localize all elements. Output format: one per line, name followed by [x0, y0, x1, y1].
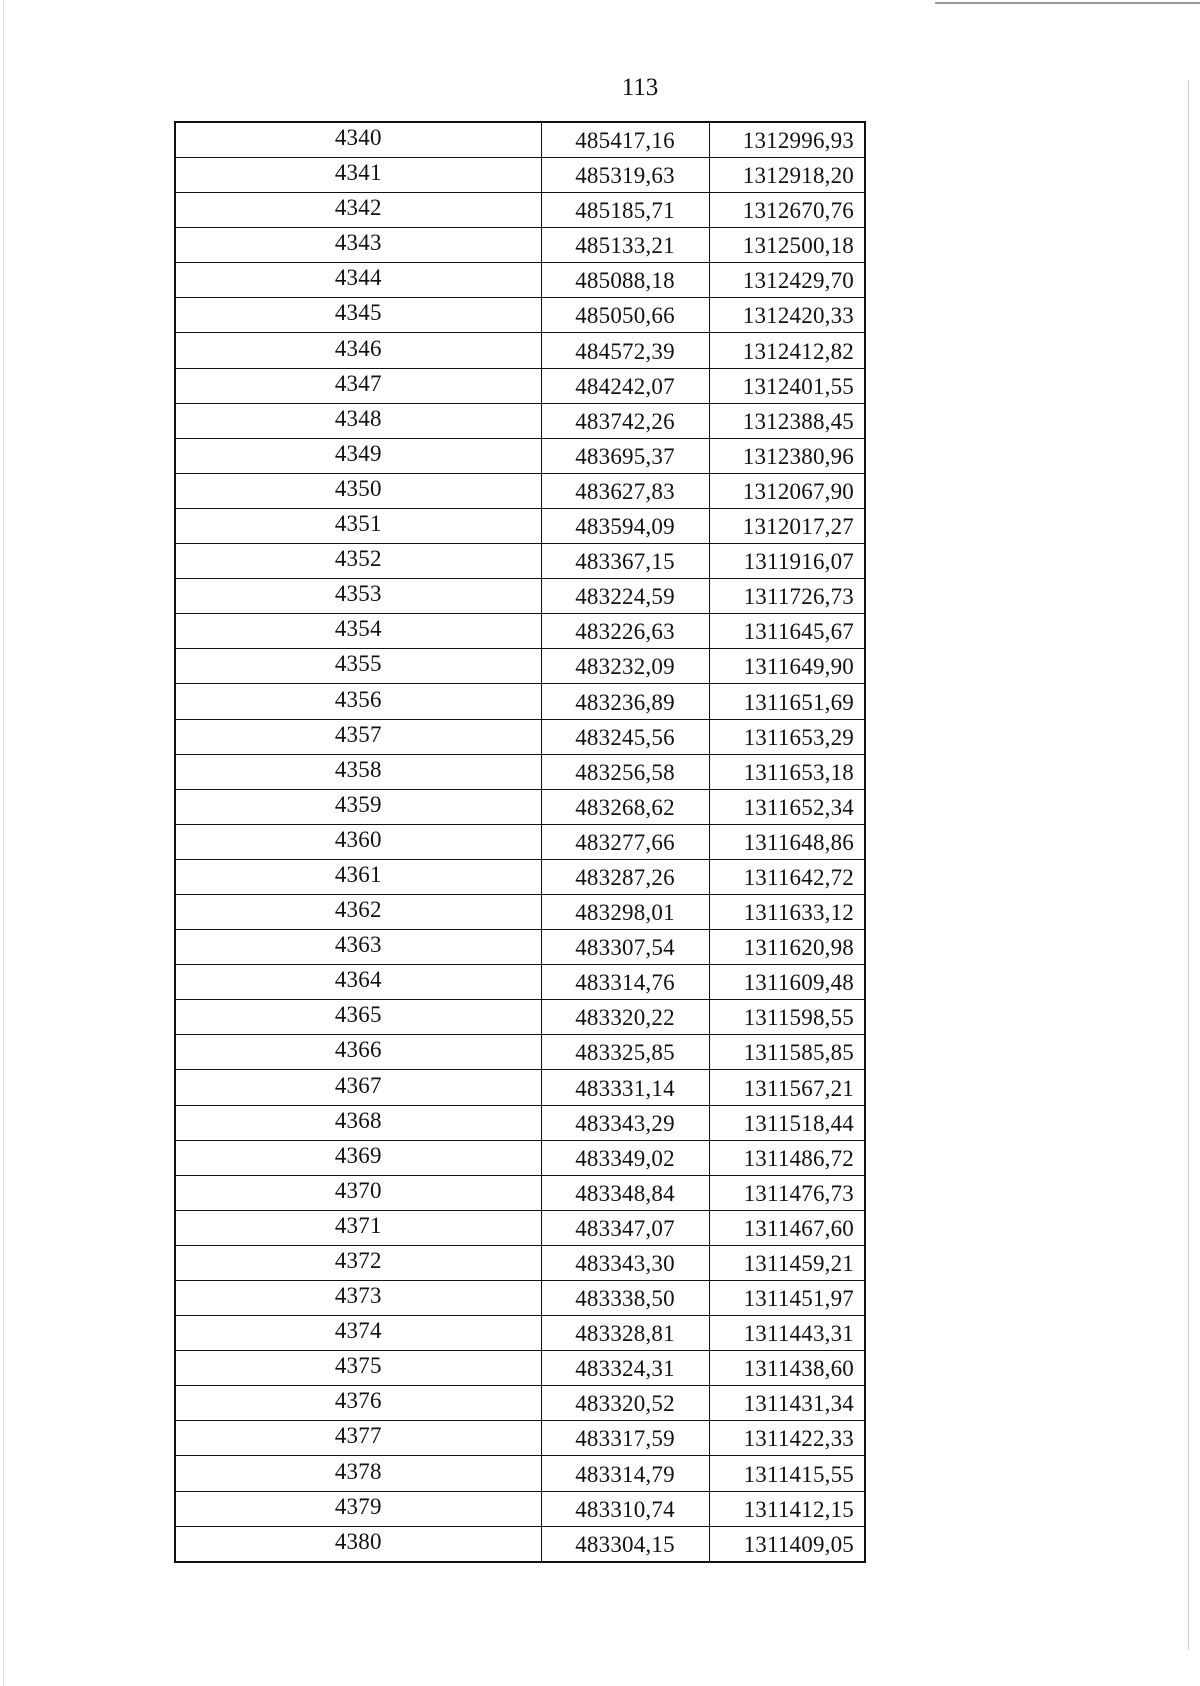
point-number-cell: 4360	[175, 824, 541, 859]
coordinates-table	[174, 121, 866, 1563]
table-row	[175, 649, 865, 684]
point-number-cell: 4372	[175, 1245, 541, 1280]
x-coordinate-cell: 483232,09	[541, 649, 709, 684]
table-row	[175, 298, 865, 333]
point-number-cell: 4344	[175, 263, 541, 298]
x-coordinate-cell: 483320,52	[541, 1386, 709, 1421]
y-coordinate-cell: 1312918,20	[709, 158, 865, 193]
y-coordinate-cell: 1311409,05	[709, 1526, 865, 1562]
table-row	[175, 438, 865, 473]
table-row	[175, 228, 865, 263]
x-coordinate-cell: 485417,16	[541, 122, 709, 158]
point-number-cell: 4356	[175, 684, 541, 719]
scan-edge-top	[935, 2, 1200, 4]
table-row	[175, 894, 865, 929]
table-row	[175, 1175, 865, 1210]
scan-edge-left	[3, 0, 4, 1686]
point-number-cell: 4367	[175, 1070, 541, 1105]
point-number-cell: 4349	[175, 438, 541, 473]
table-row	[175, 333, 865, 368]
table-row	[175, 1281, 865, 1316]
x-coordinate-cell: 485088,18	[541, 263, 709, 298]
x-coordinate-cell: 483320,22	[541, 1000, 709, 1035]
point-number-cell: 4342	[175, 193, 541, 228]
point-number-cell: 4378	[175, 1456, 541, 1491]
y-coordinate-cell: 1311451,97	[709, 1281, 865, 1316]
x-coordinate-cell: 483287,26	[541, 859, 709, 894]
y-coordinate-cell: 1311467,60	[709, 1210, 865, 1245]
y-coordinate-cell: 1311649,90	[709, 649, 865, 684]
table-row	[175, 1070, 865, 1105]
x-coordinate-cell: 483245,56	[541, 719, 709, 754]
scan-edge-right	[1188, 80, 1189, 1650]
y-coordinate-cell: 1311653,29	[709, 719, 865, 754]
point-number-cell: 4363	[175, 930, 541, 965]
point-number-cell: 4350	[175, 473, 541, 508]
point-number-cell: 4366	[175, 1035, 541, 1070]
y-coordinate-cell: 1311645,67	[709, 614, 865, 649]
table-row	[175, 579, 865, 614]
x-coordinate-cell: 483594,09	[541, 508, 709, 543]
table-row	[175, 1000, 865, 1035]
x-coordinate-cell: 483338,50	[541, 1281, 709, 1316]
y-coordinate-cell: 1312017,27	[709, 508, 865, 543]
y-coordinate-cell: 1311459,21	[709, 1245, 865, 1280]
y-coordinate-cell: 1311633,12	[709, 894, 865, 929]
x-coordinate-cell: 483314,79	[541, 1456, 709, 1491]
table-row	[175, 158, 865, 193]
y-coordinate-cell: 1311443,31	[709, 1316, 865, 1351]
x-coordinate-cell: 483307,54	[541, 930, 709, 965]
y-coordinate-cell: 1311412,15	[709, 1491, 865, 1526]
point-number-cell: 4362	[175, 894, 541, 929]
y-coordinate-cell: 1312067,90	[709, 473, 865, 508]
point-number-cell: 4371	[175, 1210, 541, 1245]
point-number-cell: 4365	[175, 1000, 541, 1035]
x-coordinate-cell: 483310,74	[541, 1491, 709, 1526]
table-row	[175, 824, 865, 859]
x-coordinate-cell: 485319,63	[541, 158, 709, 193]
page-number: 113	[621, 74, 659, 101]
table-row	[175, 1456, 865, 1491]
x-coordinate-cell: 485133,21	[541, 228, 709, 263]
x-coordinate-cell: 483268,62	[541, 789, 709, 824]
table-row	[175, 403, 865, 438]
y-coordinate-cell: 1311648,86	[709, 824, 865, 859]
y-coordinate-cell: 1311422,33	[709, 1421, 865, 1456]
y-coordinate-cell: 1311438,60	[709, 1351, 865, 1386]
y-coordinate-cell: 1311415,55	[709, 1456, 865, 1491]
x-coordinate-cell: 483367,15	[541, 544, 709, 579]
x-coordinate-cell: 483324,31	[541, 1351, 709, 1386]
x-coordinate-cell: 485185,71	[541, 193, 709, 228]
x-coordinate-cell: 483304,15	[541, 1526, 709, 1562]
x-coordinate-cell: 484572,39	[541, 333, 709, 368]
table-row	[175, 1105, 865, 1140]
y-coordinate-cell: 1312420,33	[709, 298, 865, 333]
y-coordinate-cell: 1311476,73	[709, 1175, 865, 1210]
y-coordinate-cell: 1311609,48	[709, 965, 865, 1000]
table-row	[175, 1386, 865, 1421]
table-row	[175, 1140, 865, 1175]
table-row	[175, 1421, 865, 1456]
point-number-cell: 4345	[175, 298, 541, 333]
point-number-cell: 4379	[175, 1491, 541, 1526]
y-coordinate-cell: 1312412,82	[709, 333, 865, 368]
x-coordinate-cell: 484242,07	[541, 368, 709, 403]
point-number-cell: 4348	[175, 403, 541, 438]
y-coordinate-cell: 1311620,98	[709, 930, 865, 965]
table-row	[175, 1035, 865, 1070]
x-coordinate-cell: 483742,26	[541, 403, 709, 438]
point-number-cell: 4361	[175, 859, 541, 894]
x-coordinate-cell: 483348,84	[541, 1175, 709, 1210]
x-coordinate-cell: 485050,66	[541, 298, 709, 333]
table-row	[175, 930, 865, 965]
x-coordinate-cell: 483331,14	[541, 1070, 709, 1105]
table-row	[175, 122, 865, 158]
y-coordinate-cell: 1311585,85	[709, 1035, 865, 1070]
table-row	[175, 789, 865, 824]
table-row	[175, 1316, 865, 1351]
x-coordinate-cell: 483347,07	[541, 1210, 709, 1245]
point-number-cell: 4347	[175, 368, 541, 403]
y-coordinate-cell: 1311431,34	[709, 1386, 865, 1421]
x-coordinate-cell: 483627,83	[541, 473, 709, 508]
coordinates-table-body	[175, 122, 865, 1562]
point-number-cell: 4373	[175, 1281, 541, 1316]
table-row	[175, 1351, 865, 1386]
table-row	[175, 719, 865, 754]
point-number-cell: 4377	[175, 1421, 541, 1456]
table-row	[175, 544, 865, 579]
y-coordinate-cell: 1311653,18	[709, 754, 865, 789]
x-coordinate-cell: 483349,02	[541, 1140, 709, 1175]
table-row	[175, 1245, 865, 1280]
table-row	[175, 368, 865, 403]
x-coordinate-cell: 483256,58	[541, 754, 709, 789]
x-coordinate-cell: 483328,81	[541, 1316, 709, 1351]
x-coordinate-cell: 483226,63	[541, 614, 709, 649]
y-coordinate-cell: 1312500,18	[709, 228, 865, 263]
table-row	[175, 508, 865, 543]
y-coordinate-cell: 1312401,55	[709, 368, 865, 403]
x-coordinate-cell: 483695,37	[541, 438, 709, 473]
x-coordinate-cell: 483317,59	[541, 1421, 709, 1456]
y-coordinate-cell: 1312429,70	[709, 263, 865, 298]
y-coordinate-cell: 1312388,45	[709, 403, 865, 438]
y-coordinate-cell: 1312996,93	[709, 122, 865, 158]
point-number-cell: 4364	[175, 965, 541, 1000]
x-coordinate-cell: 483325,85	[541, 1035, 709, 1070]
y-coordinate-cell: 1311518,44	[709, 1105, 865, 1140]
y-coordinate-cell: 1311651,69	[709, 684, 865, 719]
y-coordinate-cell: 1311486,72	[709, 1140, 865, 1175]
y-coordinate-cell: 1312670,76	[709, 193, 865, 228]
x-coordinate-cell: 483298,01	[541, 894, 709, 929]
table-row	[175, 754, 865, 789]
x-coordinate-cell: 483277,66	[541, 824, 709, 859]
coordinates-table-container	[174, 121, 864, 1563]
table-row	[175, 473, 865, 508]
y-coordinate-cell: 1311916,07	[709, 544, 865, 579]
point-number-cell: 4370	[175, 1175, 541, 1210]
y-coordinate-cell: 1312380,96	[709, 438, 865, 473]
x-coordinate-cell: 483343,29	[541, 1105, 709, 1140]
point-number-cell: 4355	[175, 649, 541, 684]
point-number-cell: 4368	[175, 1105, 541, 1140]
y-coordinate-cell: 1311652,34	[709, 789, 865, 824]
point-number-cell: 4358	[175, 754, 541, 789]
point-number-cell: 4340	[175, 122, 541, 158]
y-coordinate-cell: 1311567,21	[709, 1070, 865, 1105]
point-number-cell: 4374	[175, 1316, 541, 1351]
x-coordinate-cell: 483314,76	[541, 965, 709, 1000]
y-coordinate-cell: 1311642,72	[709, 859, 865, 894]
table-row	[175, 1210, 865, 1245]
point-number-cell: 4354	[175, 614, 541, 649]
table-row	[175, 193, 865, 228]
table-row	[175, 684, 865, 719]
x-coordinate-cell: 483224,59	[541, 579, 709, 614]
y-coordinate-cell: 1311598,55	[709, 1000, 865, 1035]
point-number-cell: 4353	[175, 579, 541, 614]
point-number-cell: 4351	[175, 508, 541, 543]
point-number-cell: 4376	[175, 1386, 541, 1421]
point-number-cell: 4352	[175, 544, 541, 579]
point-number-cell: 4341	[175, 158, 541, 193]
x-coordinate-cell: 483343,30	[541, 1245, 709, 1280]
table-row	[175, 1526, 865, 1562]
table-row	[175, 1491, 865, 1526]
point-number-cell: 4375	[175, 1351, 541, 1386]
table-row	[175, 263, 865, 298]
table-row	[175, 614, 865, 649]
point-number-cell: 4346	[175, 333, 541, 368]
table-row	[175, 859, 865, 894]
point-number-cell: 4380	[175, 1526, 541, 1562]
x-coordinate-cell: 483236,89	[541, 684, 709, 719]
point-number-cell: 4343	[175, 228, 541, 263]
point-number-cell: 4369	[175, 1140, 541, 1175]
y-coordinate-cell: 1311726,73	[709, 579, 865, 614]
point-number-cell: 4357	[175, 719, 541, 754]
point-number-cell: 4359	[175, 789, 541, 824]
table-row	[175, 965, 865, 1000]
